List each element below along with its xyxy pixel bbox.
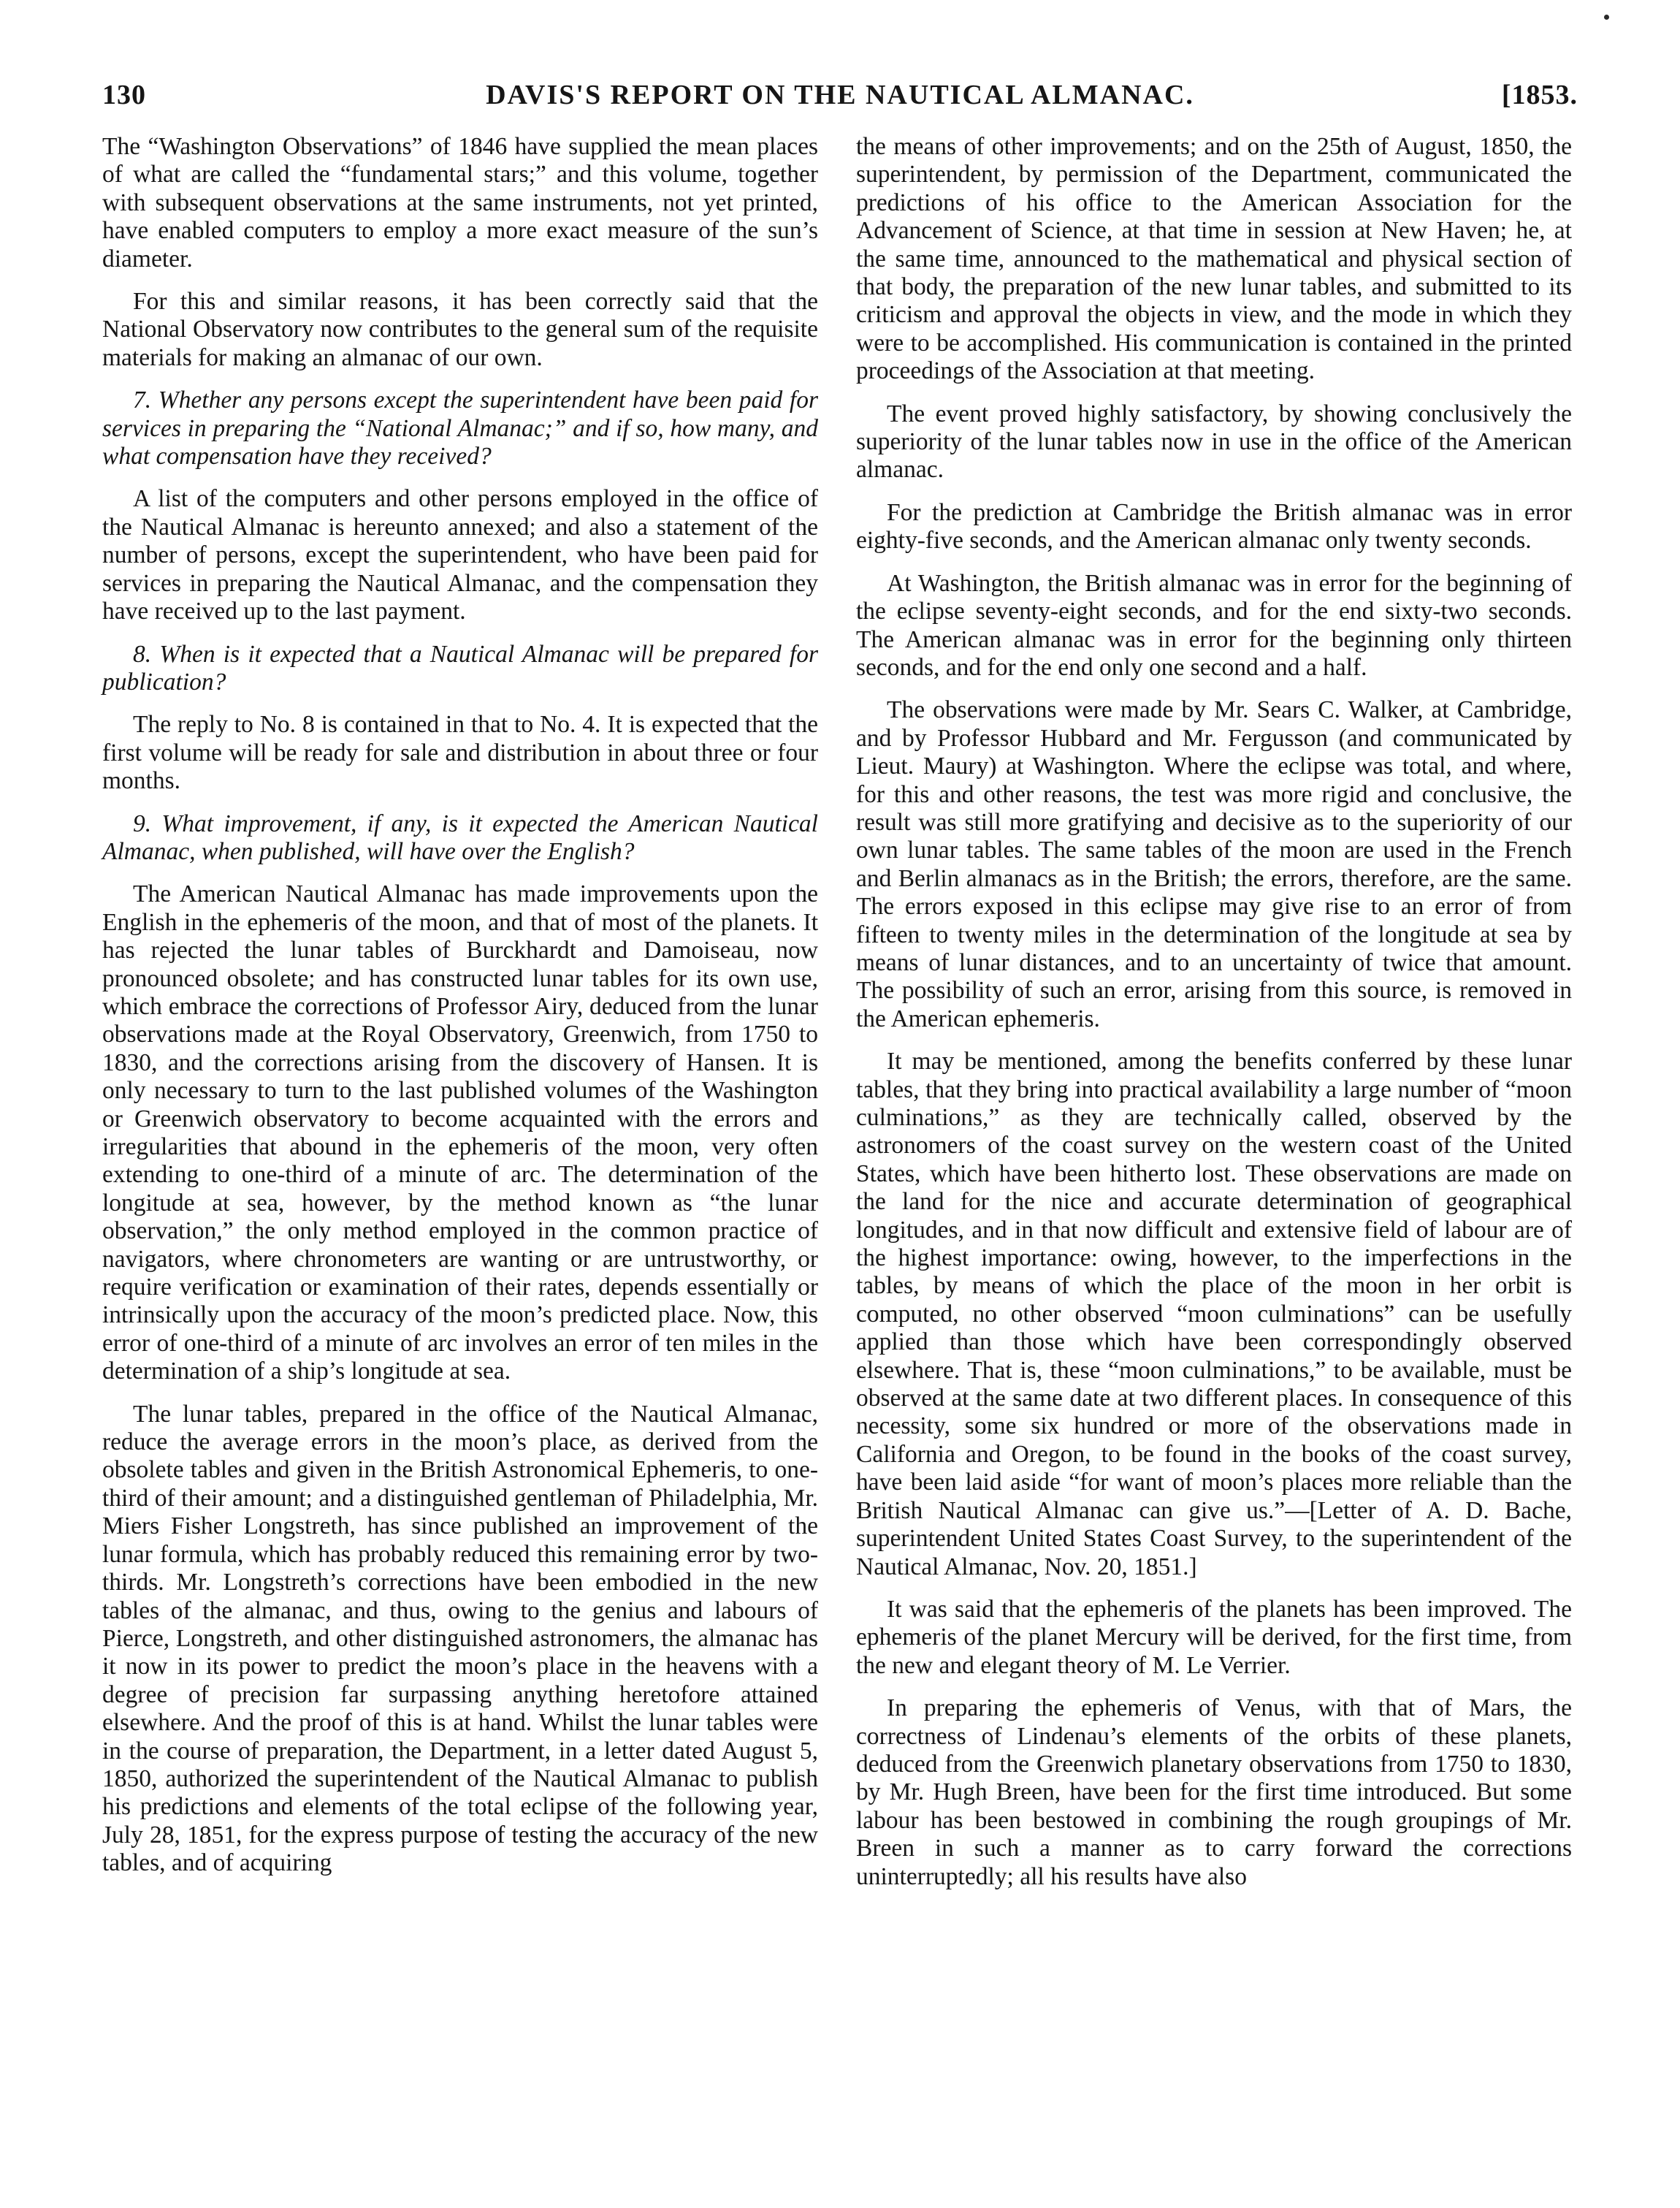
paragraph: A list of the computers and other persons employed in the office of the Nautical Almanac is hereunto annexed; and also a statement of the number of persons, except the superintendent, who have been paid for services in preparing the Nautical Almanac, and the compensation they have received up to the last payment. [102,485,818,625]
right-column [856,133,1572,1906]
page-number: 130 [102,80,146,110]
left-column [102,133,818,1892]
paragraph: In preparing the ephemeris of Venus, with that of Mars, the correctness of Lindenau’s elements of the orbits of these planets, deduced from the Greenwich planetary observations from 1750 to 1830, by Mr. Hugh Breen, have been for the first time introduced. But some labour has been bestowed in combining the rough groupings of Mr. Breen in such a manner as to carry forward the corrections uninterruptedly; all his results have also [856,1694,1572,1890]
paragraph: The American Nautical Almanac has made improvements upon the English in the ephemeris of the moon, and that of most of the planets. It has rejected the lunar tables of Burckhardt and Damoiseau, now pronounced obsolete; and has constructed lunar tables for its own use, which embrace the corrections of Professor Airy, deduced from the lunar observations made at the Royal Observatory, Greenwich, from 1750 to 1830, and the corrections arising from the discovery of Hansen. It is only necessary to turn to the last published volumes of the Washington or Greenwich observatory to become acquainted with the errors and irregularities that abound in the ephemeris of the moon, very often extending to one-third of a minute of arc. The determination of the longitude at sea, however, by the method known as “the lunar observation,” the only method employed in the common practice of navigators, where chronometers are wanting or are untrustworthy, or require verification or examination of their rates, depends essentially or intrinsically upon the accuracy of the moon’s predicted place. Now, this error of one-third of a minute of arc involves an error of ten miles in the determination of a ship’s longitude at sea. [102,880,818,1385]
question-heading: 7. Whether any persons except the superintendent have been paid for services in preparing the “National Almanac;” and if so, how many, and what compensation have they received? [102,387,818,471]
question-heading: 9. What improvement, if any, is it expected the American Nautical Almanac, when published, will have over the English? [102,810,818,865]
page-header [102,79,1578,123]
paragraph: For the prediction at Cambridge the British almanac was in error eighty-five seconds, and the American almanac only twenty seconds. [856,498,1572,555]
paragraph: The “Washington Observations” of 1846 have supplied the mean places of what are called the “fundamental stars;” and this volume, together with subsequent observations at the same instruments, not yet printed, have enabled computers to employ a more exact measure of the sun’s diameter. [102,133,818,273]
paragraph: It may be mentioned, among the benefits conferred by these lunar tables, that they bring into practical availability a large number of “moon culminations,” as they are technically called, observed by the astronomers of the coast survey on the western coast of the United States, which have been hitherto lost. These observations are made on the land for the nice and accurate determination of geographical longitudes, and in that now difficult and extensive field of labour are of the highest importance: owing, however, to the imperfections in the tables, by means of which the place of the moon in her orbit is computed, no other observed “moon culminations” can be usefully applied than those which have been correspondingly observed elsewhere. That is, these “moon culminations,” to be available, must be observed at the same date at two different places. In consequence of this necessity, some six hundred or more of the observations made in California and Oregon, to be found in the books of the coast survey, have been laid aside “for want of moon’s places more reliable than the British Nautical Almanac can give us.”—[Letter of A. D. Bache, superintendent United States Coast Survey, to the superintendent of the Nautical Almanac, Nov. 20, 1851.] [856,1048,1572,1580]
question-heading: 8. When is it expected that a Nautical Almanac will be prepared for publication? [102,640,818,696]
paragraph: The observations were made by Mr. Sears C. Walker, at Cambridge, and by Professor Hubbard and Mr. Fergusson (and communicated by Lieut. Maury) at Washington. Where the eclipse was total, and where, for this and other reasons, the test was more rigid and conclusive, the result was still more gratifying and decisive as to the superiority of our own lunar tables. The same tables of the moon are used in the French and Berlin almanacs as in the British; the errors, therefore, are the same. The errors exposed in this eclipse may give rise to an error of from fifteen to twenty miles in the determination of the longitude at sea by means of lunar distances, and to an uncertainty of twice that amount. The possibility of such an error, arising from this source, is removed in the American ephemeris. [856,696,1572,1032]
paragraph: the means of other improvements; and on the 25th of August, 1850, the superintendent, by permission of the Department, communicated the predictions of his office to the American Association for the Advancement of Science, at that time in session at New Haven; he, at the same time, announced to the mathematical and physical section of that body, the preparation of the new lunar tables, and submitted to its criticism and approval the objects in view, and the mode in which they were to be accomplished. His communication is contained in the printed proceedings of the Association at that meeting. [856,133,1572,385]
paragraph: At Washington, the British almanac was in error for the beginning of the eclipse seventy-eight seconds, and for the end sixty-two seconds. The American almanac was in error for the beginning only thirteen seconds, and for the end only one second and a half. [856,569,1572,681]
header-year: [1853. [1501,80,1578,110]
paragraph: For this and similar reasons, it has been correctly said that the National Observatory now contributes to the general sum of the requisite materials for making an almanac of our own. [102,288,818,371]
running-title: DAVIS'S REPORT ON THE NAUTICAL ALMANAC. [486,80,1194,110]
paragraph: The reply to No. 8 is contained in that to No. 4. It is expected that the first volume will be ready for sale and distribution in about three or four months. [102,711,818,795]
paragraph: The lunar tables, prepared in the office of the Nautical Almanac, reduce the average errors in the moon’s place, as derived from the obsolete tables and given in the British Astronomical Ephemeris, to one-third of their amount; and a distinguished gentleman of Philadelphia, Mr. Miers Fisher Longstreth, has since published an improvement of the lunar formula, which has probably reduced this remaining error by two-thirds. Mr. Longstreth’s corrections have been embodied in the new tables of the almanac, and thus, owing to the genius and labours of Pierce, Longstreth, and other distinguished astronomers, the almanac has it now in its power to predict the moon’s place in the heavens with a degree of precision far surpassing anything heretofore attained elsewhere. And the proof of this is at hand. Whilst the lunar tables were in the course of preparation, the Department, in a letter dated August 5, 1850, authorized the superintendent of the Nautical Almanac to publish his predictions and elements of the total eclipse of the following year, July 28, 1851, for the express purpose of testing the accuracy of the new tables, and of acquiring [102,1400,818,1877]
paragraph: It was said that the ephemeris of the planets has been improved. The ephemeris of the planet Mercury will be derived, for the first time, from the new and elegant theory of M. Le Verrier. [856,1595,1572,1679]
paragraph: The event proved highly satisfactory, by showing conclusively the superiority of the lunar tables now in use in the office of the American almanac. [856,400,1572,484]
scan-speck [1604,15,1609,20]
